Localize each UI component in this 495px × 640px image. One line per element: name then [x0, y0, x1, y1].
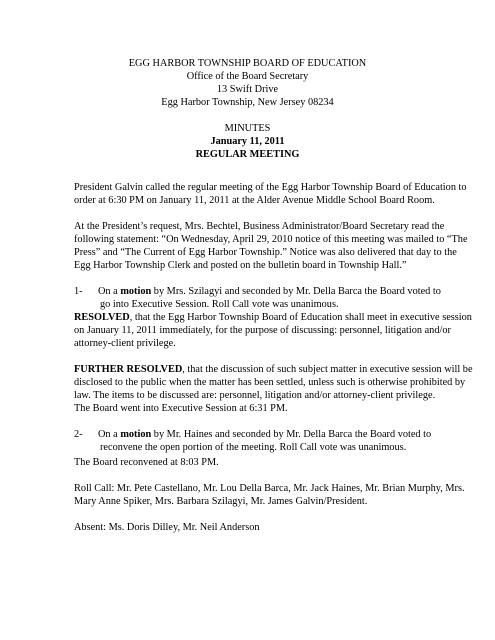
- city-state-zip: Egg Harbor Township, New Jersey 08234: [161, 97, 334, 108]
- item-text-line2: reconvene the open portion of the meeting. Roll Call vote was unanimous.: [100, 442, 407, 453]
- further-resolved-text: , that the discussion of such subject matter in executive session will be disclosed to the public when the matter has been settled, unless such is otherwise prohibited by law. The items to be discussed are: personnel, litigation and/or attorney-client privilege.: [74, 364, 473, 401]
- resolved-paragraph: [74, 311, 474, 350]
- notice-statement-paragraph: At the President’s request, Mrs. Bechtel, Business Administrator/Board Secretary read the following statement: “On Wednesday, April 29, 2010 notice of this meeting was mailed to “The Press” and “The Current of Egg Harbor Township.” Notice was also delivered that day to the Egg Harbor Township Clerk and posted on the bulletin board in Township Hall.”: [74, 221, 468, 271]
- motion-keyword: motion: [120, 286, 152, 297]
- meeting-type: REGULAR MEETING: [195, 149, 300, 160]
- item-text: [98, 428, 474, 454]
- meeting-date: January 11, 2011: [210, 136, 285, 147]
- item-text-line2: go into Executive Session. Roll Call vote was unanimous.: [100, 299, 339, 310]
- motion-keyword: motion: [120, 429, 152, 440]
- street-address: 13 Swift Drive: [216, 84, 279, 95]
- further-resolved-keyword: FURTHER RESOLVED: [74, 364, 183, 375]
- board-name: EGG HARBOR TOWNSHIP BOARD OF EDUCATION: [128, 58, 367, 69]
- resolved-text: , that the Egg Harbor Township Board of Education shall meet in executive session on January 11, 2011 immediately, for the purpose of discussing: personnel, litigation and/or attorney-client privilege.: [74, 312, 472, 349]
- roll-call: Roll Call: Mr. Pete Castellano, Mr. Lou Della Barca, Mr. Jack Haines, Mr. Brian Murphy, Mrs. Mary Anne Spiker, Mrs. Barbara Szilagyi, Mr. James Galvin/President.: [74, 483, 465, 507]
- reconvened-time: The Board reconvened at 8:03 PM.: [74, 457, 219, 468]
- letterhead: [0, 57, 495, 135]
- meeting-title: [0, 135, 495, 161]
- further-resolved-paragraph: [74, 363, 474, 402]
- office-name: Office of the Board Secretary: [186, 71, 309, 82]
- item-text-pre: On a: [98, 286, 121, 297]
- item-number: 2-: [74, 429, 83, 440]
- executive-session-time: The Board went into Executive Session at 6:31 PM.: [74, 403, 288, 414]
- absent-members: Absent: Ms. Doris Dilley, Mr. Neil Anderson: [74, 522, 260, 533]
- item-text-post: by Mrs. Szilagyi and seconded by Mr. Della Barca the Board voted to: [151, 286, 441, 297]
- call-to-order-paragraph: President Galvin called the regular meeting of the Egg Harbor Township Board of Education to order at 6:30 PM on January 11, 2011 at the Alder Avenue Middle School Board Room.: [74, 182, 467, 206]
- resolved-keyword: RESOLVED: [74, 312, 130, 323]
- item-text-pre: On a: [98, 429, 121, 440]
- item-number: 1-: [74, 286, 83, 297]
- item-text: [98, 285, 474, 311]
- spacer: [0, 109, 495, 122]
- item-text-post: by Mr. Haines and seconded by Mr. Della Barca the Board voted to: [151, 429, 432, 440]
- minutes-heading: MINUTES: [224, 123, 271, 134]
